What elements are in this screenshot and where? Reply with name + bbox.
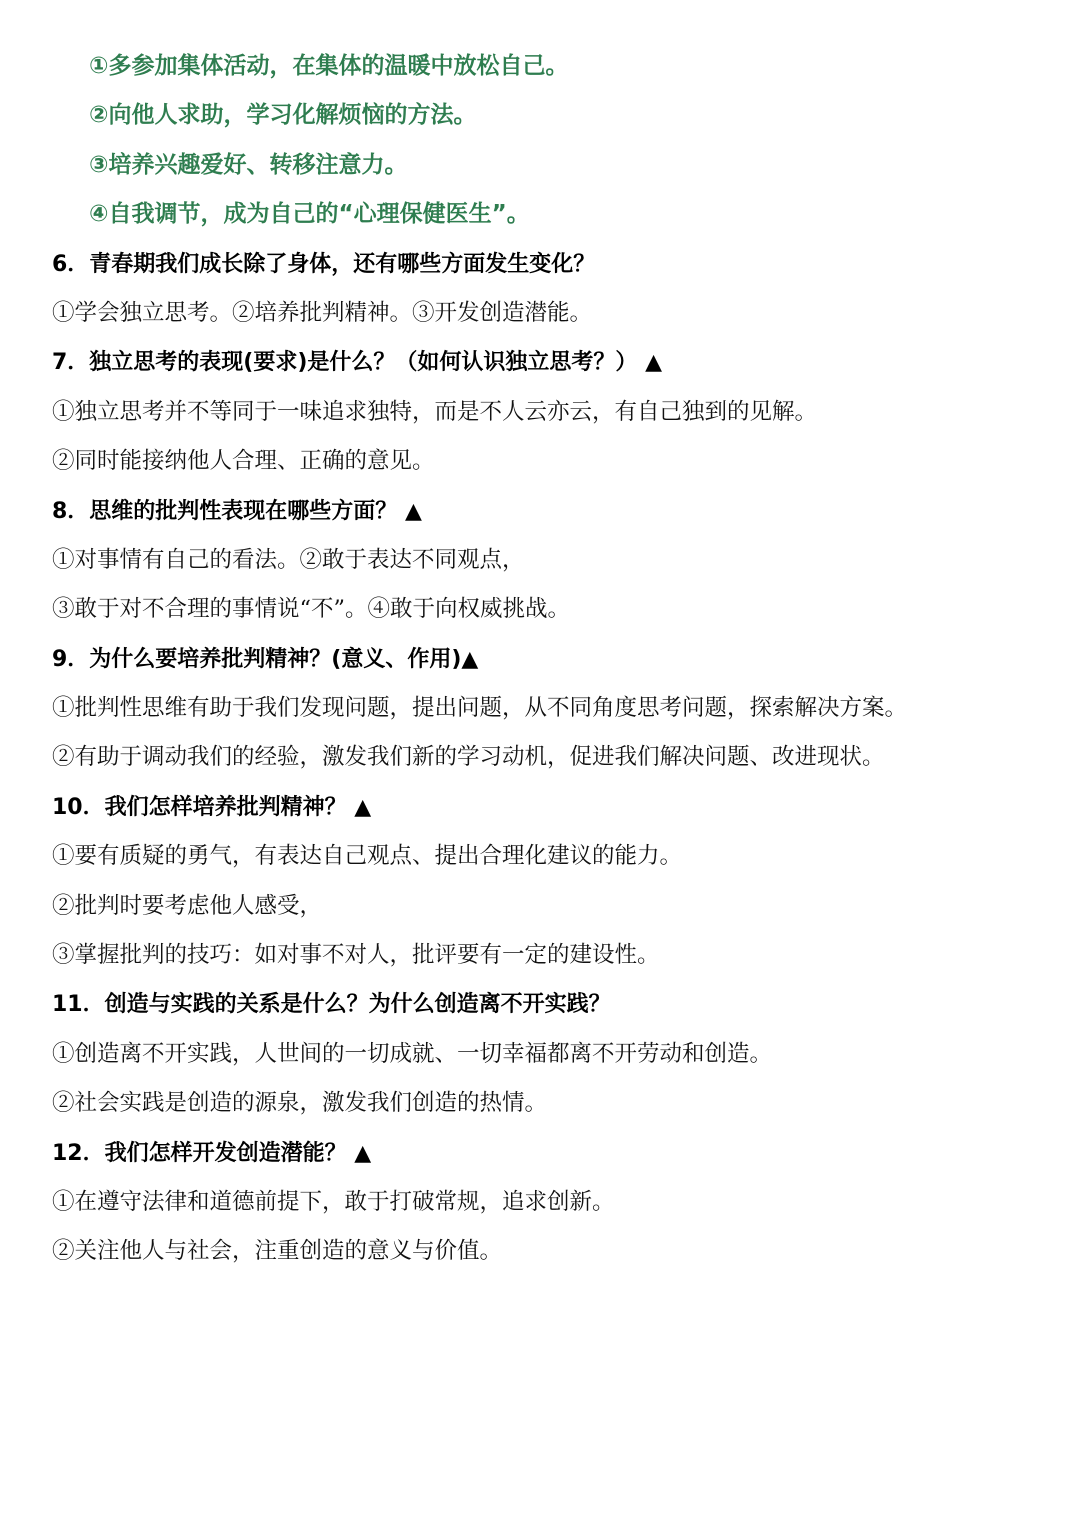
answer-line: ①在遵守法律和道德前提下，敢于打破常规，追求创新。 (52, 1188, 615, 1215)
question-title: 12．我们怎样开发创造潜能？ ▲ (52, 1140, 372, 1166)
answer-line: ②关注他人与社会，注重创造的意义与价值。 (52, 1238, 503, 1265)
answer-line: ①要有质疑的勇气，有表达自己观点、提出合理化建议的能力。 (52, 843, 683, 870)
answer-line: ②有助于调动我们的经验，激发我们新的学习动机，促进我们解决问题、改进现状。 (52, 744, 885, 771)
answer-line: ①独立思考并不等同于一味追求独特，而是不人云亦云，有自己独到的见解。 (52, 398, 818, 425)
intro-item: ③培养兴趣爱好、转移注意力。 (89, 151, 408, 178)
answer-line: ②同时能接纳他人合理、正确的意见。 (52, 448, 435, 475)
question-title: 6．青春期我们成长除了身体，还有哪些方面发生变化？ (52, 251, 596, 277)
question-title: 7．独立思考的表现(要求)是什么？（如何认识独立思考？） ▲ (52, 350, 662, 376)
intro-item: ②向他人求助，学习化解烦恼的方法。 (89, 102, 477, 129)
answer-line: ③敢于对不合理的事情说“不”。④敢于向权威挑战。 (52, 596, 571, 623)
question-title: 10．我们怎样培养批判精神？ ▲ (52, 794, 372, 820)
answer-line: ②批判时要考虑他人感受， (52, 892, 323, 919)
answer-line: ①学会独立思考。②培养批判精神。③开发创造潜能。 (52, 299, 593, 326)
question-title: 9．为什么要培养批判精神？(意义、作用)▲ (52, 646, 479, 672)
answer-line: ①批判性思维有助于我们发现问题，提出问题，从不同角度思考问题，探索解决方案。 (52, 695, 908, 722)
document-page (52, 42, 1062, 1277)
question-title: 8．思维的批判性表现在哪些方面？ ▲ (52, 498, 422, 524)
intro-item: ④自我调节，成为自己的“心理保健医生”。 (89, 201, 530, 228)
intro-item: ①多参加集体活动，在集体的温暖中放松自己。 (89, 53, 569, 79)
answer-line: ③掌握批判的技巧：如对事不对人，批评要有一定的建设性。 (52, 942, 660, 969)
answer-line: ①创造离不开实践，人世间的一切成就、一切幸福都离不开劳动和创造。 (52, 1040, 773, 1067)
answer-line: ②社会实践是创造的源泉，激发我们创造的热情。 (52, 1090, 548, 1117)
answer-line: ①对事情有自己的看法。②敢于表达不同观点， (52, 546, 525, 573)
question-title: 11．创造与实践的关系是什么？为什么创造离不开实践？ (52, 992, 611, 1018)
